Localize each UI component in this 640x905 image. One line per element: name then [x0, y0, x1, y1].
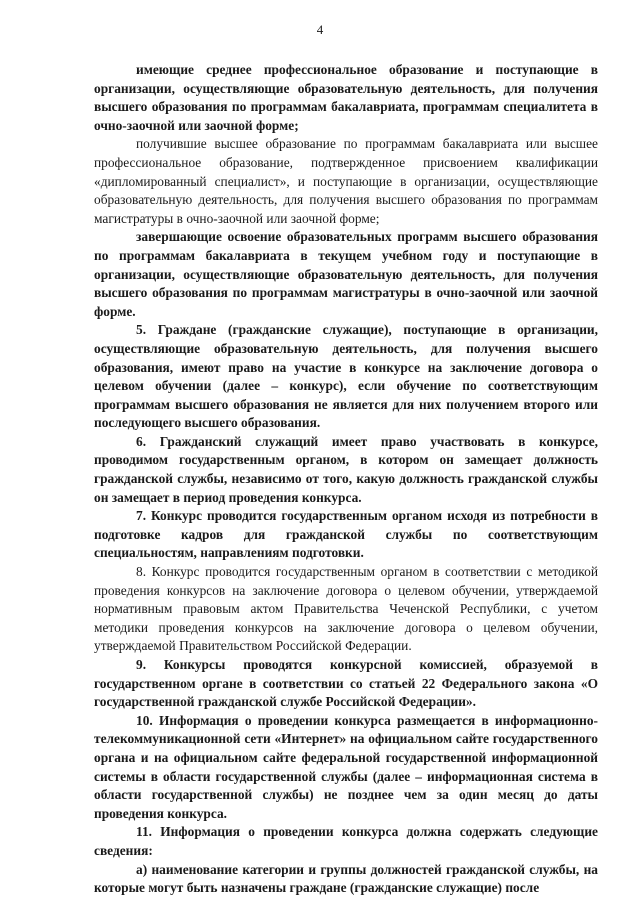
document-body	[94, 61, 598, 898]
paragraph-item-6: 6. Гражданский служащий имеет право участвовать в конкурсе, проводимом государственным органом, в котором он замещает должность гражданской службы, независимо от того, какую должность гражданской службы он замещает в период проведения конкурса.	[94, 433, 598, 505]
paragraph-completing-bachelor: завершающие освоение образовательных программ высшего образования по программам бакалавриата в текущем учебном году и поступающие в организации, осуществляющие образовательную деятельность, для получения высшего образования по программам магистратуры в очно-заочной или заочной форме.	[94, 229, 598, 319]
paragraph-item-10: 10. Информация о проведении конкурса размещается в информационно-телекоммуникационной сети «Интернет» на официальном сайте государственного органа и на официальном сайте федеральной государственной информационной системы в области государственной службы (далее – информационная система в области государственной службы) не позднее чем за один месяц до даты проведения конкурса.	[94, 712, 598, 821]
paragraph-item-11: 11. Информация о проведении конкурса должна содержать следующие сведения:	[94, 824, 598, 858]
paragraph-item-9: 9. Конкурсы проводятся конкурсной комиссией, образуемой в государственном органе в соответствии со статьей 22 Федерального закона «О государственной гражданской службе Российской Федерации».	[94, 657, 598, 710]
paragraph-graduates-higher: получившие высшее образование по программам бакалавриата или высшее профессиональное образование, подтвержденное присвоением квалификации «дипломированный специалист», и поступающие в организации, осуществляющие образовательную деятельность, для получения высшего образования по программам магистратуры в очно-заочной или заочной форме;	[94, 136, 598, 226]
paragraph-graduates-secondary: имеющие среднее профессиональное образование и поступающие в организации, осуществляющие образовательную деятельность, для получения высшего образования по программам бакалавриата, программам специалитета в очно-заочной или заочной форме;	[94, 62, 598, 133]
page-number: 4	[316, 22, 324, 37]
paragraph-item-7: 7. Конкурс проводится государственным органом исходя из потребности в подготовке кадров для гражданской службы по соответствующим специальностям, направлениям подготовки.	[94, 508, 598, 561]
paragraph-item-11a: а) наименование категории и группы должностей гражданской службы, на которые могут быть назначены граждане (гражданские служащие) после	[94, 861, 598, 896]
paragraph-item-5: 5. Граждане (гражданские служащие), поступающие в организации, осуществляющие образовательную деятельность, для получения высшего образования, имеют право на участие в конкурсе на заключение договора о целевом обучении (далее – конкурс), если обучение по соответствующим программам высшего образования не является для них получением второго или последующего высшего образования.	[94, 322, 598, 431]
paragraph-item-8: 8. Конкурс проводится государственным органом в соответствии с методикой проведения конкурсов на заключение договора о целевом обучении, утверждаемой нормативным правовым актом Правительства Чеченской Республики, с учетом методики проведения конкурсов на заключение договора о целевом обучении, утверждаемой Правительством Российской Федерации.	[94, 564, 598, 654]
